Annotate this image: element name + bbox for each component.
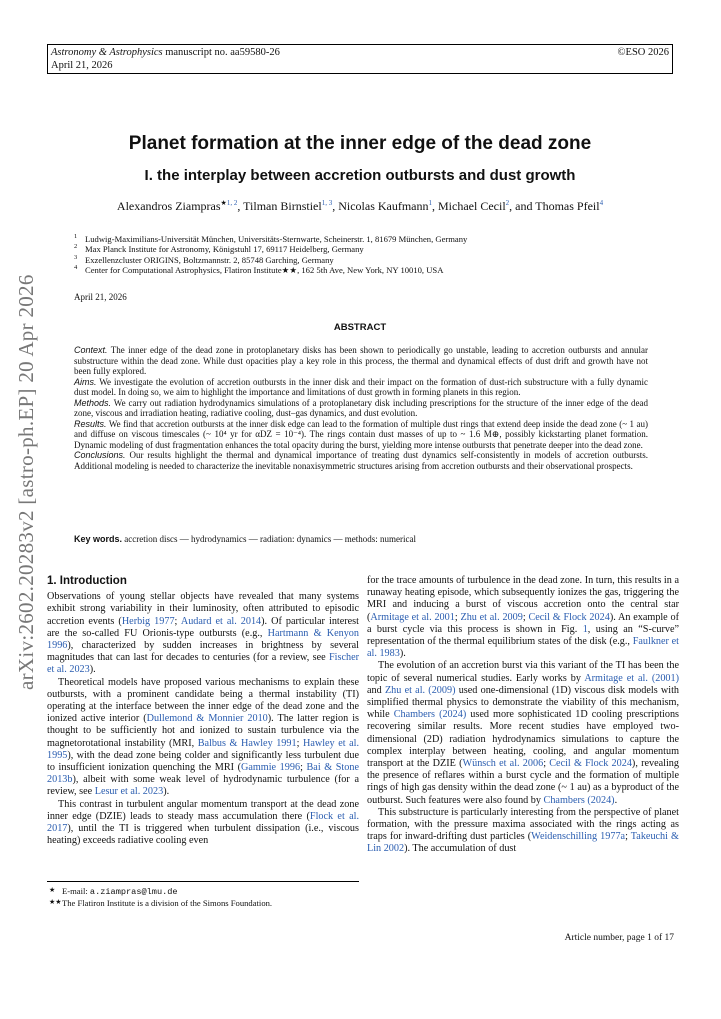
abstract-results: We find that accretion outbursts at the inner disk edge can lead to the formation of multiple dust rings that extend deep inside the dead zone (~ 1 au) and diffuse on viscous timescales (~ 10⁴ yr for αDZ = 10⁻⁴). The rings contain dust masses of up to ~ 1.6 M⊕, possibly kickstarting planet formation. Dynamic modeling of dust fragmentation enhances the total opacity during the burst, yielding more intense outbursts that penetrate deeper into the dead zone. [74, 418, 648, 450]
paragraph-text: ). [163, 786, 170, 798]
abstract-context: The inner edge of the dead zone in protoplanetary disks has been shown to periodically go unstable, leading to accretion outbursts and annular substructure within the dead zone. While dust opacities play a key role in this process, the thermal and dynamical effects of dust drift and growth have not been fully explored. [74, 345, 648, 376]
citation-link[interactable]: Audard et al. 2014 [180, 615, 262, 627]
abstract-conclusions: Our results highlight the thermal and dynamical importance of treating dust dynamics self-consistently in models of accretion outbursts. Additional modeling is needed to characterize the inevitable nonaxisymmetric structures arising from accretion outbursts and their observational prospects. [74, 450, 648, 471]
paragraph-text: Observations of young stellar objects have revealed that many systems exhibit strong variability in their luminosity, often attributed to episodic accretion events ( [47, 591, 359, 627]
citation-link[interactable]: Flock et al. 2017 [47, 810, 359, 835]
paragraph-text: ). [89, 664, 96, 676]
citation-link[interactable]: Cecil & Flock 2024 [528, 611, 610, 623]
footnote-item: ★ E-mail: a.ziampras@lmu.de [49, 886, 178, 897]
citation-link[interactable]: Armitage et al. 2001 [370, 611, 455, 623]
paragraph-text: ). The latter region is thought to be sufficiently hot and ionized to sustain turbulence via the magnetorotational instability (MRI, [47, 713, 360, 749]
abstract-methods: We carry out radiation hydrodynamics simulations of a protoplanetary disk including prescriptions for the structure of the inner edge of the dead zone, viscous and irradiation heating, radiative cooling, dust–gas dynamics, and dust evolution. [74, 397, 648, 418]
paragraph-text: ; [300, 762, 307, 774]
left-column [47, 575, 359, 847]
paragraph-text: ; [454, 611, 461, 623]
paragraph-text: ; [522, 611, 529, 623]
abstract-conclusions-label: Conclusions. [74, 450, 126, 460]
affiliation-item: 2 Max Planck Institute for Astronomy, Königstuhl 17, 69117 Heidelberg, Germany [74, 243, 364, 255]
paragraph-text: ). An example of a burst cycle via this process is shown in Fig. [367, 611, 679, 635]
citation-link[interactable]: Takeuchi & Lin 2002 [367, 831, 679, 855]
arxiv-stamp[interactable]: arXiv:2602.20283v2 [astro-ph.EP] 20 Apr 2026 [14, 274, 38, 690]
paragraph-text: ), with the dead zone being colder and significantly less turbulent due to insufficient ionization quenching the MRI ( [47, 749, 359, 774]
abstract-context-label: Context. [74, 345, 108, 355]
intro-paragraph-4 [367, 575, 679, 660]
citation-link[interactable]: Chambers (2024) [543, 794, 615, 806]
author-name: Thomas Pfeil [535, 199, 600, 213]
author-affiliation-marks[interactable]: 1, 3 [321, 199, 333, 207]
affiliation-item: 3 Exzellenzcluster ORIGINS, Boltzmannstr. 2, 85748 Garching, Germany [74, 253, 334, 265]
paragraph-text: ; [543, 758, 550, 770]
citation-link[interactable]: Faulkner et al. 1983 [367, 636, 679, 660]
citation-link[interactable]: Hartmann & Kenyon 1996 [47, 627, 359, 652]
footnote-item: ★★ The Flatiron Institute is a division of the Simons Foundation. [49, 897, 273, 908]
citation-link[interactable]: 1 [582, 623, 588, 635]
journal-name: Astronomy & Astrophysics [51, 47, 163, 58]
paper-subtitle: I. the interplay between accretion outbursts and dust growth [144, 167, 576, 184]
paragraph-text: for the trace amounts of turbulence in the dead zone. In turn, this results in a runaway heating episode, which subsequently ionizes the gas, triggering the MRI and inducing a burst of viscous accretion onto the central star ( [367, 575, 679, 623]
intro-paragraph-1 [47, 591, 359, 676]
citation-link[interactable]: Herbig 1977 [121, 615, 175, 627]
paragraph-text: used more sophisticated 1D cooling prescriptions recovering similar results. More recent studies have employed two-dimensional (2D) radiation hydrodynamics simulations to capture the complex interplay between heating, cooling, and angular momentum transport at the DZIE ( [367, 709, 680, 770]
citation-link[interactable]: Zhu et al. (2009) [384, 684, 456, 696]
citation-link[interactable]: Dullemond & Monnier 2010 [146, 713, 268, 725]
citation-link[interactable]: Zhu et al. 2009 [460, 611, 523, 623]
keywords [74, 534, 648, 544]
email-link[interactable]: a.ziampras@lmu.de [89, 887, 178, 897]
intro-paragraph-2 [47, 677, 359, 799]
paragraph-text: ; [174, 615, 181, 627]
affiliation-item: 1 Ludwig-Maximilians-Universität München, Universitäts-Sternwarte, Scheinerstr. 1, 81679 München, Germany [74, 233, 468, 244]
right-column [367, 575, 679, 856]
footnotes [47, 881, 359, 908]
affiliation-list [74, 234, 674, 276]
abstract-aims-label: Aims. [74, 376, 97, 387]
abstract-aims: We investigate the evolution of accretion outbursts in the inner disk and their impact on the formation of dust-rich substructure with a fully dynamic dust model. In doing so, we aim to highlight the importance and limitations of dust growth in forming planets in this region. [74, 376, 648, 397]
citation-link[interactable]: Fischer et al. 2023 [47, 652, 359, 676]
intro-paragraph-5 [367, 660, 679, 806]
keywords-label: Key words. [74, 534, 123, 544]
paragraph-text: This substructure is particularly interesting from the perspective of planet formation, with the pressure maxima associated with the rings acting as traps for inward-drifting dust particles ( [367, 806, 679, 843]
paragraph-text: ), revealing the presence of reflares within a burst cycle and the formation of multiple rings of high gas density within the dead zone (~ 1 au) as a byproduct of the outburst. Such features were also found by [367, 758, 679, 806]
section-heading-introduction: 1. Introduction [47, 575, 127, 587]
page-footer: Article number, page 1 of 17 [564, 933, 674, 943]
paragraph-text: ), characterized by sudden increases in brightness by several magnitudes that can last for decades to centuries (for a review, see [47, 640, 359, 664]
author-name: Michael Cecil [438, 199, 506, 213]
citation-link[interactable]: Balbus & Hawley 1991 [197, 737, 297, 749]
citation-link[interactable]: Bai & Stone 2013b [47, 762, 359, 786]
citation-link[interactable]: Cecil & Flock 2024 [549, 758, 632, 770]
header-date: April 21, 2026 [51, 60, 113, 71]
citation-link[interactable]: Lesur et al. 2023 [94, 786, 164, 798]
paragraph-text: . [614, 794, 618, 806]
paragraph-text: This contrast in turbulent angular momentum transport at the dead zone inner edge (DZIE) leads to steady mass accumulation there ( [47, 798, 359, 822]
paragraph-text: and [367, 684, 385, 696]
manuscript-number: manuscript no. aa59580-26 [162, 47, 280, 58]
paragraph-text: ). Of particular interest are the so-called FU Orionis-type outbursts (e.g., [47, 615, 359, 639]
author-name: Nicolas Kaufmann [338, 199, 429, 213]
received-date: April 21, 2026 [74, 292, 127, 302]
citation-link[interactable]: Wünsch et al. 2006 [462, 758, 544, 770]
author-affiliation-marks[interactable]: 4 [599, 199, 604, 207]
paragraph-text: ), until the TI is triggered when turbulent dissipation (i.e., viscous heating) exceeds radiative cooling even [47, 823, 359, 847]
abstract-results-label: Results. [74, 418, 107, 429]
citation-link[interactable]: Gammie 1996 [241, 762, 301, 774]
author-affiliation-marks[interactable]: 2 [505, 199, 510, 207]
citation-link[interactable]: Armitage et al. (2001) [584, 672, 679, 684]
citation-link[interactable]: Weidenschilling 1977a [531, 831, 626, 843]
citation-link[interactable]: Chambers (2024) [393, 709, 467, 721]
author-name: Alexandros Ziampras [116, 199, 221, 213]
copyright: ©ESO 2026 [617, 47, 669, 58]
paragraph-text: ; [296, 737, 303, 749]
citation-link[interactable]: Hawley et al. 1995 [47, 737, 359, 761]
paragraph-text: used one-dimensional (1D) viscous disk models with simplified thermal physics to demonstrate the viability of this mechanism, while [367, 684, 679, 721]
paragraph-text: ). [399, 648, 406, 660]
abstract [74, 345, 648, 471]
affiliation-item: 4 Center for Computational Astrophysics, Flatiron Institute★★, 162 5th Ave, New York, NY 10010, USA [74, 264, 444, 276]
paragraph-text: Theoretical models have proposed various mechanisms to explain these outbursts, with a prominent candidate being a thermal instability (TI) operating at the interface between the inner edge of the dead zone and the ionized active interior ( [47, 676, 359, 725]
abstract-heading: ABSTRACT [333, 322, 387, 333]
paper-title: Planet formation at the inner edge of the dead zone [128, 133, 592, 154]
keywords-text: accretion discs — hydrodynamics — radiation: dynamics — methods: numerical [122, 534, 416, 544]
paragraph-text: , using an “S-curve” representation of the thermal equilibrium states of the disk (e.g., [367, 623, 680, 648]
paragraph-text: The evolution of an accretion burst via this variant of the TI has been the topic of several numerical studies. Early works by [367, 660, 679, 684]
paragraph-text: ). The accumulation of dust [404, 843, 517, 855]
paragraph-text: ; [625, 831, 631, 843]
author-affiliation-marks[interactable]: 1 [428, 199, 433, 207]
author-list: Alexandros Ziampras$^{★1, 2}$, Tilman Birnstiel$^{1, 3}$, Nicolas Kaufmann$^1$, Michael Cecil$^2$, and Thomas Pfeil$^4$ [116, 199, 604, 213]
author-name: Tilman Birnstiel [243, 199, 322, 213]
paragraph-text: ), albeit with some weak level of hydrodynamic turbulence (for a review, see [47, 774, 359, 798]
author-affiliation-marks[interactable]: ★1, 2 [220, 199, 238, 207]
running-header [47, 44, 673, 74]
intro-paragraph-3 [47, 799, 359, 848]
abstract-methods-label: Methods. [74, 397, 112, 408]
intro-paragraph-6 [367, 807, 679, 856]
